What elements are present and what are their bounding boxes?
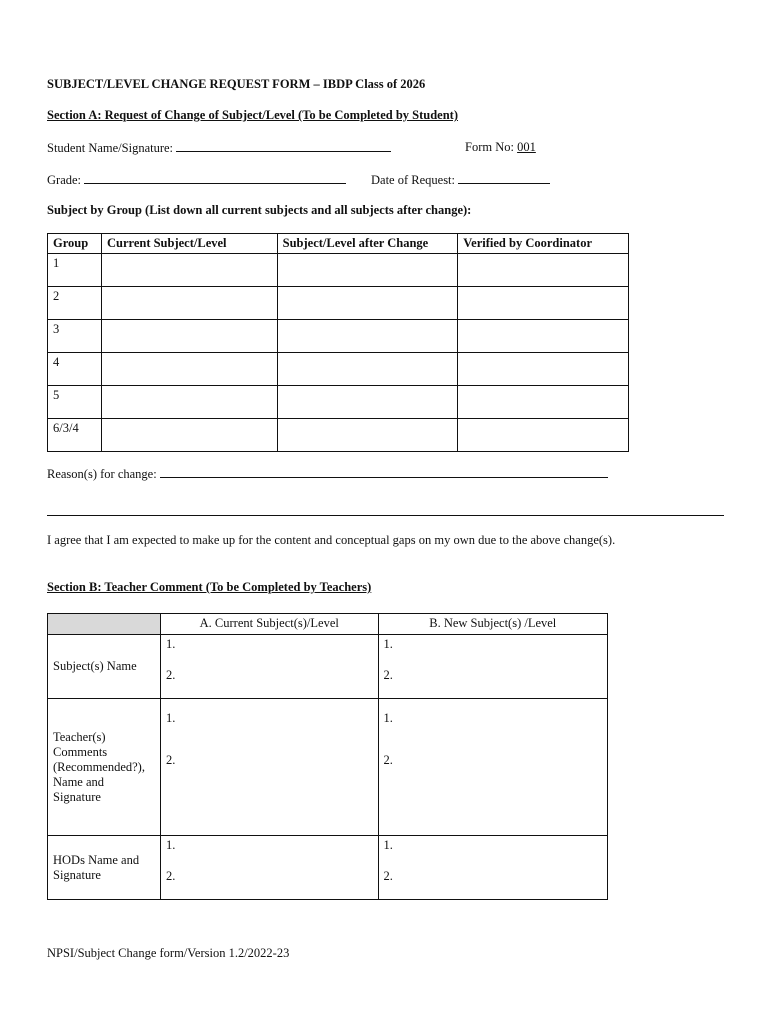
group-cell: 5 [48,386,102,419]
reason-field[interactable] [160,466,608,478]
form-title: SUBJECT/LEVEL CHANGE REQUEST FORM – IBDP Class of 2026 [47,77,426,91]
current-hod-cell[interactable] [160,836,378,900]
current-subject-cell[interactable] [101,386,277,419]
date-field[interactable] [458,172,550,184]
teacher-comment-table [47,613,608,900]
table-header-row [48,234,629,254]
col-header-after: Subject/Level after Change [277,234,458,254]
current-subject-name-cell[interactable] [160,635,378,699]
group-cell: 3 [48,320,102,353]
col-header-group: Group [48,234,102,254]
group-cell: 6/3/4 [48,419,102,452]
item-number: 2. [165,753,176,767]
col-header-current: Current Subject/Level [101,234,277,254]
current-subject-cell[interactable] [101,320,277,353]
verified-cell[interactable] [458,320,629,353]
current-subject-cell[interactable] [101,287,277,320]
item-number: 2. [383,753,393,767]
grade-field[interactable] [84,172,346,184]
table-row [48,320,629,353]
item-number: 2. [165,668,176,682]
new-hod-cell[interactable] [378,836,607,900]
form-no-label: Form No: [465,140,514,154]
date-label: Date of Request: [371,173,456,187]
table-row [48,699,608,836]
section-b-heading: Section B: Teacher Comment (To be Completed by Teachers) [47,580,372,594]
new-subject-name-cell[interactable] [378,635,607,699]
col-header-verified: Verified by Coordinator [458,234,629,254]
reason-label: Reason(s) for change: [47,467,157,481]
form-no-row [465,140,536,155]
grade-row [47,172,346,188]
row-label-hod: HODs Name and Signature [48,836,161,900]
group-cell: 1 [48,254,102,287]
item-number: 2. [165,869,176,883]
reason-continuation-line[interactable] [47,515,724,516]
corner-header-cell [48,614,161,635]
table-row [48,353,629,386]
new-teacher-comment-cell[interactable] [378,699,607,836]
after-subject-cell[interactable] [277,320,458,353]
subject-group-heading: Subject by Group (List down all current subjects and all subjects after change): [47,203,472,217]
verified-cell[interactable] [458,386,629,419]
grade-label: Grade: [47,173,82,187]
verified-cell[interactable] [458,353,629,386]
row-label-subject-name: Subject(s) Name [48,635,161,699]
item-number: 1. [165,637,176,651]
verified-cell[interactable] [458,254,629,287]
form-no-value: 001 [517,140,536,154]
col-header-new: B. New Subject(s) /Level [378,614,607,635]
row-label-teacher-comments: Teacher(s) Comments (Recommended?), Name and Signature [48,699,161,836]
after-subject-cell[interactable] [277,254,458,287]
verified-cell[interactable] [458,419,629,452]
table-header-row [48,614,608,635]
student-name-row [47,140,391,156]
after-subject-cell[interactable] [277,419,458,452]
section-a-heading: Section A: Request of Change of Subject/Level (To be Completed by Student) [47,108,458,122]
current-subject-cell[interactable] [101,419,277,452]
date-row [371,172,550,188]
col-header-current: A. Current Subject(s)/Level [160,614,378,635]
agreement-text: I agree that I am expected to make up for the content and conceptual gaps on my own due to the above change(s). [47,533,616,547]
current-subject-cell[interactable] [101,254,277,287]
current-subject-cell[interactable] [101,353,277,386]
item-number: 1. [383,838,393,852]
table-row [48,386,629,419]
table-row [48,635,608,699]
item-number: 2. [383,668,393,682]
table-row [48,419,629,452]
item-number: 1. [165,838,176,852]
verified-cell[interactable] [458,287,629,320]
reason-row [47,466,608,482]
item-number: 2. [383,869,393,883]
student-name-label: Student Name/Signature: [47,141,174,155]
group-cell: 2 [48,287,102,320]
item-number: 1. [165,711,176,725]
group-cell: 4 [48,353,102,386]
item-number: 1. [383,637,393,651]
after-subject-cell[interactable] [277,287,458,320]
after-subject-cell[interactable] [277,353,458,386]
subject-group-table [47,233,629,452]
student-name-field[interactable] [176,140,391,152]
table-row [48,254,629,287]
after-subject-cell[interactable] [277,386,458,419]
item-number: 1. [383,711,393,725]
footer-version: NPSI/Subject Change form/Version 1.2/2022-23 [47,946,290,960]
table-row [48,836,608,900]
table-row [48,287,629,320]
current-teacher-comment-cell[interactable] [160,699,378,836]
